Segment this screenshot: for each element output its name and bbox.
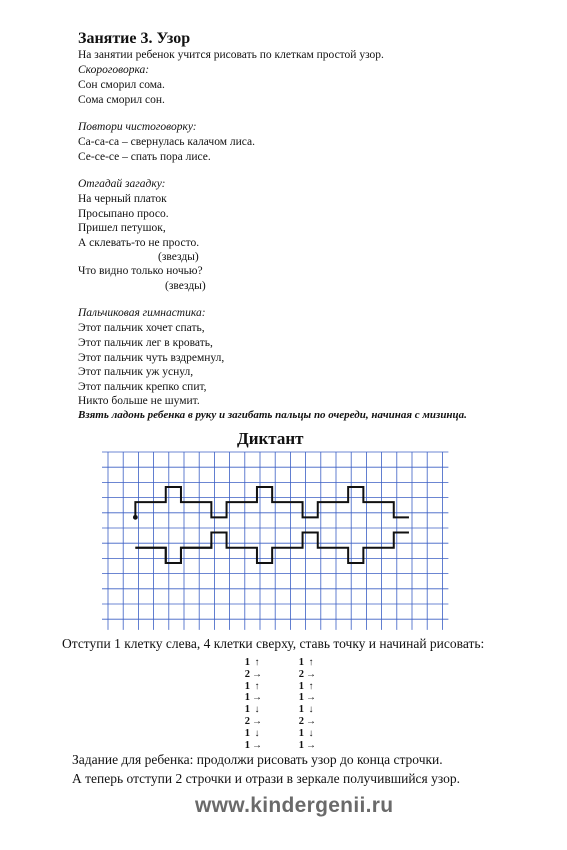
command-step	[240, 728, 264, 740]
step-count: 2	[298, 668, 304, 680]
step-count: 2	[298, 715, 304, 727]
arrow-right-icon: →	[306, 692, 316, 704]
step-count: 1	[298, 704, 304, 716]
step-count: 1	[298, 692, 304, 704]
step-count: 1	[244, 680, 250, 692]
finger-gym-line: Этот пальчик лег в кровать,	[78, 337, 213, 349]
intro-text: На занятии ребенок учится рисовать по клеткам простой узор.	[78, 49, 384, 61]
pure-phrase-line: Се-се-се – спать пора лисе.	[78, 151, 211, 163]
dictation-instruction: Отступи 1 клетку слева, 4 клетки сверху, ставь точку и начинай рисовать:	[62, 636, 485, 651]
tongue-twister-line: Сома сморил сон.	[78, 94, 165, 106]
step-count: 1	[298, 727, 304, 739]
riddle-line: Пришел петушок,	[78, 222, 166, 234]
command-step	[294, 692, 318, 704]
arrow-right-icon: →	[252, 715, 262, 727]
task-text: А теперь отступи 2 строчки и отрази в зеркале получившийся узор.	[72, 771, 460, 786]
arrow-down-icon: ↓	[254, 727, 260, 739]
finger-gym-line: Этот пальчик хочет спать,	[78, 322, 205, 334]
page-title: Занятие 3. Узор	[78, 30, 191, 47]
riddle-line: А склевать-то не просто.	[78, 237, 200, 249]
riddle-question: Что видно только ночью?	[78, 265, 203, 277]
arrow-up-icon: ↑	[308, 680, 314, 692]
command-step	[240, 657, 264, 669]
riddle-answer: (звезды)	[165, 280, 206, 292]
step-count: 2	[244, 668, 250, 680]
command-step	[240, 704, 264, 716]
arrow-right-icon: →	[252, 692, 262, 704]
arrow-right-icon: →	[252, 668, 262, 680]
riddle-line: Просыпано просо.	[78, 208, 169, 220]
command-step	[240, 692, 264, 704]
command-step	[294, 669, 318, 681]
arrow-right-icon: →	[306, 715, 316, 727]
step-count: 1	[298, 680, 304, 692]
step-count: 2	[244, 715, 250, 727]
arrow-right-icon: →	[306, 668, 316, 680]
step-count: 1	[244, 739, 250, 751]
riddle-heading: Отгадай загадку:	[78, 178, 166, 190]
finger-gym-line: Этот пальчик крепко спит,	[78, 381, 207, 393]
command-step	[294, 716, 318, 728]
step-count: 1	[244, 704, 250, 716]
arrow-down-icon: ↓	[308, 704, 314, 716]
command-column-left	[240, 657, 264, 751]
command-step	[240, 681, 264, 693]
finger-gym-note: Взять ладонь ребенка в руку и загибать пальцы по очереди, начиная с мизинца.	[78, 409, 467, 421]
finger-gym-heading: Пальчиковая гимнастика:	[78, 307, 206, 319]
tongue-twister-heading: Скороговорка:	[78, 64, 150, 76]
dictation-title: Диктант	[237, 429, 304, 448]
step-count: 1	[298, 657, 304, 668]
lower-pattern-start	[135, 543, 211, 563]
finger-gym-line: Этот пальчик чуть вздремнул,	[78, 352, 225, 364]
command-step	[294, 728, 318, 740]
command-step	[294, 681, 318, 693]
step-count: 1	[244, 657, 250, 668]
riddle-answer: (звезды)	[158, 251, 199, 263]
command-step	[294, 704, 318, 716]
command-step	[294, 657, 318, 669]
command-step	[240, 716, 264, 728]
arrow-down-icon: ↓	[308, 727, 314, 739]
pure-phrase-line: Са-са-са – свернулась калачом лиса.	[78, 136, 256, 148]
tongue-twister-line: Сон сморил сома.	[78, 79, 165, 91]
finger-gym-line: Этот пальчик уж уснул,	[78, 366, 194, 378]
arrow-up-icon: ↑	[254, 657, 260, 668]
pure-phrase-heading: Повтори чистоговорку:	[78, 121, 197, 133]
step-count: 1	[244, 727, 250, 739]
command-step	[240, 740, 264, 752]
command-step	[294, 740, 318, 752]
arrow-right-icon: →	[252, 739, 262, 751]
arrow-up-icon: ↑	[254, 680, 260, 692]
command-column-right	[294, 657, 318, 751]
start-dot	[133, 515, 138, 520]
command-step	[240, 669, 264, 681]
site-url-link[interactable]: www.kindergenii.ru	[195, 794, 394, 817]
arrow-down-icon: ↓	[254, 704, 260, 716]
finger-gym-line: Никто больше не шумит.	[78, 395, 200, 407]
riddle-line: На черный платок	[78, 193, 167, 205]
step-count: 1	[298, 739, 304, 751]
task-text: Задание для ребенка: продолжи рисовать узор до конца строчки.	[72, 752, 443, 767]
step-count: 1	[244, 692, 250, 704]
arrow-up-icon: ↑	[308, 657, 314, 668]
arrow-right-icon: →	[306, 739, 316, 751]
